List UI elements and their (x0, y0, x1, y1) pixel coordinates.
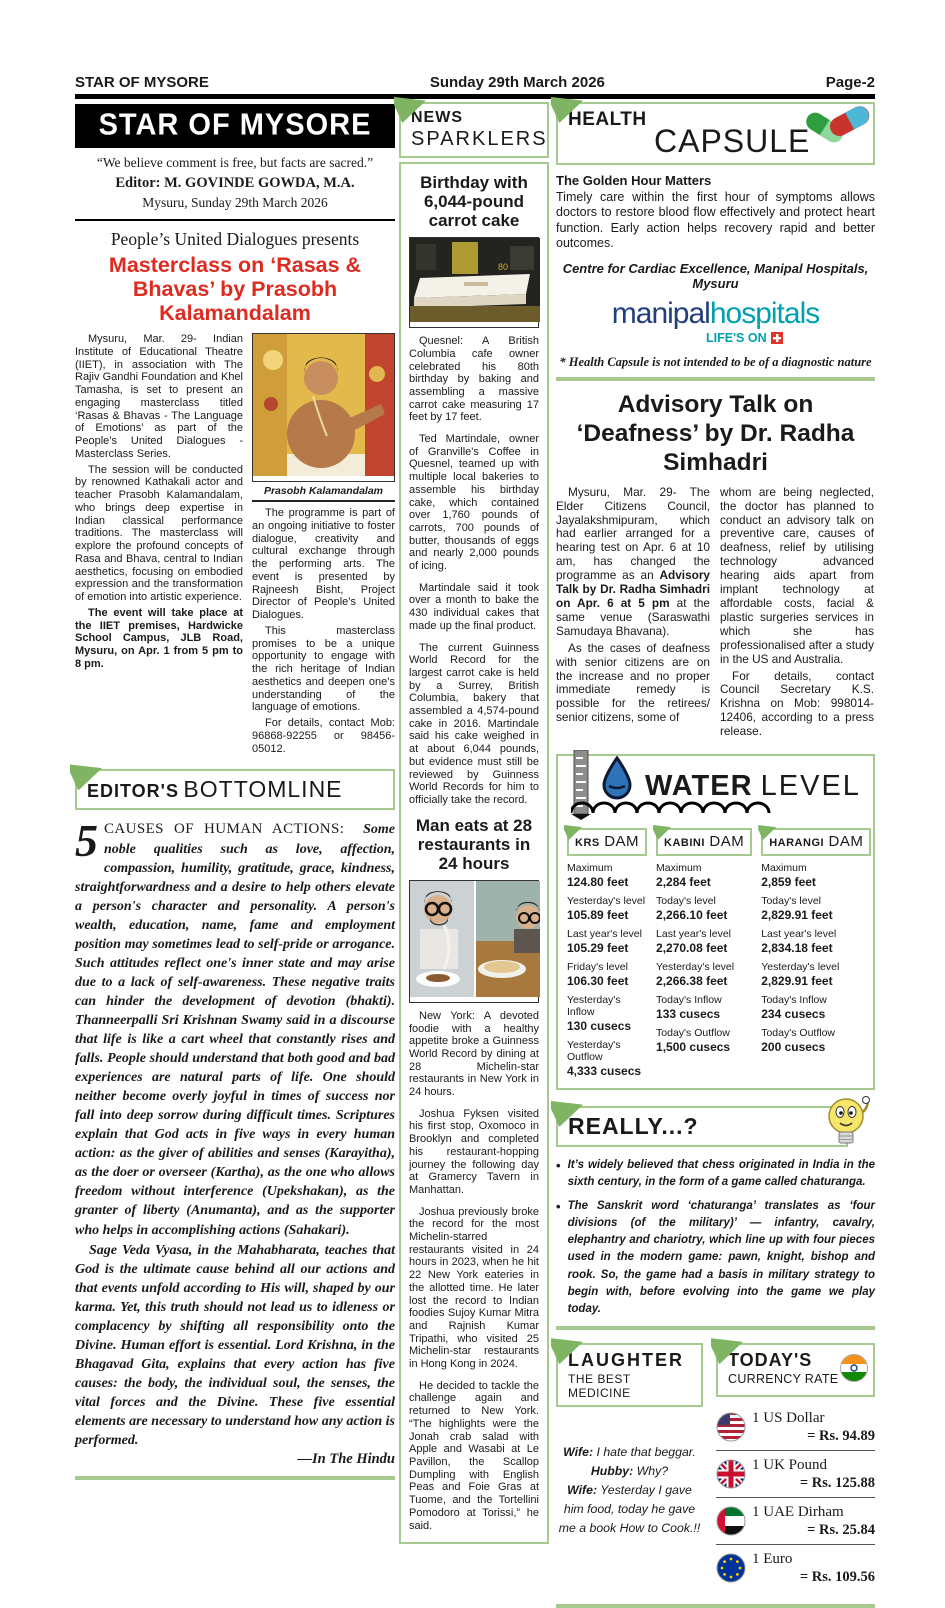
dam-stat-label: Last year's level (656, 928, 731, 941)
manipal-hospitals-logo (556, 299, 875, 329)
joke-speaker: Wife: (563, 1445, 594, 1460)
currency-header (716, 1343, 875, 1397)
bullet-dot: • (556, 1198, 561, 1214)
page-top-header (75, 74, 875, 91)
currency-value: = Rs. 25.84 (807, 1522, 875, 1539)
bottomline-attribution: —In The Hindu (297, 1450, 395, 1467)
middle-column (399, 102, 549, 1544)
paragraph: For details, contact Council Secretary K.S. Krishna on Mob: 998014-12406, according to a press release. (720, 668, 874, 739)
golden-hour-body: Timely care within the first hour of symptoms allows doctors to restore blood flow effectively and protect heart function. Early action helps recovery rapid and better outcomes. (556, 190, 875, 250)
golden-hour-title: The Golden Hour Matters (556, 173, 712, 188)
paragraph: Joshua previously broke the record for the most Michelin-starred restaurants visited in 24 hours in 2023, when he hit 22 New York eateries in the allotted time. He later lost the record to Indian foodies Sujoy Kumar Mitra and Rajnish Kumar Tripathi, who visited 25 Michelin-star restaurants in Hong Kong in 2024. (409, 1205, 539, 1371)
paragraph: New York: A devoted foodie with a healthy appetite broke a Guinness World Record by dining at 28 Michelin-star restaurants in New York in 24 hours. (409, 1009, 539, 1099)
foodie-headline: Man eats at 28 restaurants in 24 hours (415, 815, 533, 873)
really-header (556, 1106, 848, 1147)
dam-kabini (656, 828, 752, 1078)
joke-line (556, 1481, 703, 1538)
bottom-row (556, 1343, 875, 1594)
dam-stat-label: Today's level (761, 895, 822, 908)
dam-stat-label: Today's Inflow (656, 994, 722, 1007)
dam-stat-value: 200 cusecs (761, 1040, 826, 1055)
dam-stat-label: Yesterday's Outflow (567, 1039, 621, 1064)
water-title-light: LEVEL (760, 770, 861, 803)
dam-stat-label: Yesterday's Inflow (567, 994, 621, 1019)
issue-date: Sunday 29th March 2026 (429, 74, 605, 91)
logo-manipal: manipal (611, 297, 710, 330)
currency-name: 1 UK Pound (752, 1457, 828, 1474)
dam-name-bold: KABINI (664, 837, 705, 850)
joke-speaker: Wife: (567, 1483, 598, 1498)
currency-section (716, 1343, 875, 1594)
tagline-text: LIFE'S ON (706, 331, 767, 345)
dam-stat-label: Yesterday's level (567, 895, 646, 908)
masterclass-body (75, 333, 395, 758)
dam-header (761, 828, 871, 856)
dam-header (567, 828, 647, 856)
currency-name: 1 US Dollar (752, 1410, 825, 1427)
joke-line-text: Why? (633, 1464, 669, 1479)
paragraph: This masterclass promises to be a unique opportunity to engage with the rich heritage of Indian aesthetics and deepen one’s understanding of the language of emotions. (252, 624, 395, 714)
bullet-text: It’s widely believed that chess originated in India in the sixth century, in the form of a game called chaturanga. (567, 1159, 875, 1189)
paragraph: The current Guinness World Record for the largest carrot cake is held by a Surrey, British Columbia, bakery that assembled a 4,574-pound cake in 2016. Martindale said his cake weighed in at about 6,044 pounds, but evidence must still be reviewed by Guinness World Records for him to officially take the record. (409, 641, 539, 806)
bottomline-lead: CAUSES OF HUMAN ACTIONS: (104, 821, 345, 838)
dam-stat-value: 2,834.18 feet (761, 941, 833, 956)
section-divider (556, 1326, 875, 1330)
dam-stat-label: Maximum (656, 862, 702, 875)
advisory-col1 (556, 486, 710, 742)
currency-value: = Rs. 109.56 (799, 1569, 875, 1586)
currency-title-light: CURRENCY RATE (728, 1372, 839, 1387)
dam-name-light: DAM (604, 833, 640, 851)
really-bullets (556, 1157, 875, 1318)
text-segment: Mysuru, Mar. 29- The Elder Citizens Council, Jayalakshmipuram, which had earlier arranged for a hearing test on Apr. 6 at 10 am, has changed the programme as an (556, 484, 710, 583)
bottomline-paragraph-1 (75, 815, 395, 1239)
left-column-footer-rule (75, 1476, 395, 1480)
paragraph: Quesnel: A British Columbia cafe owner celebrated his 80th birthday by baking and assembling a massive carrot cake measuring 17 feet by 17 feet. (409, 335, 539, 424)
logo-hospitals: hospitals (709, 297, 820, 330)
paragraph: Martindale said it took over a month to bake the 430 individual cakes that made up the final product. (409, 581, 539, 632)
health-title-bold: HEALTH (568, 109, 647, 130)
paragraph (556, 486, 710, 639)
dam-stat-label: Last year's level (567, 928, 642, 941)
paragraph: Ted Martindale, owner of Granville's Coffee in Quesnel, teamed up with multiple local bakeries to assemble his birthday cake, which contained over 1,760 pounds of carrots, 700 pounds of butter, thousands of eggs and nearly 2,000 pounds of icing. (409, 433, 539, 573)
dam-name-light: DAM (709, 833, 745, 851)
bullet-text: The Sanskrit word ‘chaturanga’ translates as ‘four divisions (of the military)’ — infantry, cavalry, elephantry and chariotry, which line up with four pieces used in the modern game: pawn, knight, bishop and rook. So, the game had a basis in military strategy to begin with, before evolving into the game we play today. (567, 1199, 875, 1316)
right-column (556, 102, 875, 1608)
currency-list (716, 1407, 875, 1591)
lightbulb-icon (821, 1094, 873, 1161)
logo-tagline (706, 331, 875, 345)
paragraph: The programme is part of an ongoing initiative to foster dialogue, creativity and cultural exchange through the performing arts. The event is presented by Rajneesh Bisht, Project Director of People’s United Dialogues. (252, 507, 395, 622)
bullet-item (556, 1198, 875, 1319)
laughter-section (556, 1343, 703, 1594)
dam-harangi (761, 828, 871, 1078)
water-level-box (556, 754, 875, 1090)
dam-header (656, 828, 752, 856)
editors-bottomline-body (75, 815, 395, 1467)
euro-flag-icon (716, 1553, 746, 1583)
dam-stat-value: 2,829.91 feet (761, 908, 833, 923)
wave-icon (571, 799, 771, 820)
dam-krs (567, 828, 647, 1078)
carrot-cake-photo-illustration (410, 238, 540, 322)
dam-stat-label: Yesterday's level (761, 961, 840, 974)
dropcap: 5 (75, 815, 98, 867)
text-segment-bold: Advisory Talk by Dr. Radha Simhadri on Apr. 6 at 5 pm (556, 568, 710, 610)
section-divider (556, 377, 875, 381)
article-kicker: People’s United Dialogues presents (110, 229, 360, 249)
water-level-title-row (567, 762, 864, 820)
bottomline-paragraph-2: Sage Veda Vyasa, in the Mahabharata, teaches that God is the ultimate cause behind all our actions and that events unfold according to His will, shaped by our karma. Yet, this truth should not lead us to idleness or complacency by shifting all responsibility onto the Divine. Human effort is essential. Lord Krishna, in the Bhagavad Gita, explains that every action has five causes: the body, the individual soul, the senses, the vital forces and the Divine. These five essential elements are necessary to understand how any action is performed. (75, 1242, 395, 1448)
paragraph: He decided to tackle the challenge again and returned to New York. “The highlights were the Jonah crab salad with Apple and Wasabi at Le Pavillon, the Scallop Dumpling with English Peas and Foie Gras at Tuome, and the Tortellini Pomodoro at Torissi,” he said. (409, 1379, 539, 1532)
dam-stat-value: 2,266.38 feet (656, 974, 728, 989)
sparklers-title-bold: NEWS (411, 109, 463, 126)
masthead-editor: Editor: M. GOVINDE GOWDA, M.A. (115, 175, 355, 191)
foodie-photo-illustration (410, 881, 540, 997)
laughter-header (556, 1343, 703, 1407)
health-title-light: CAPSULE (654, 123, 811, 159)
header-rule (75, 94, 875, 99)
bullet-dot: • (556, 1158, 561, 1174)
dam-stat-value: 106.30 feet (567, 974, 629, 989)
dam-name-bold: KRS (575, 837, 600, 850)
dam-stat-value: 2,266.10 feet (656, 908, 728, 923)
dam-stat-value: 2,829.91 feet (761, 974, 833, 989)
health-disclaimer: * Health Capsule is not intended to be of a diagnostic nature (559, 355, 872, 369)
bottomline-title-bold: EDITOR'S (87, 781, 179, 802)
currency-name: 1 Euro (752, 1551, 793, 1568)
dam-stat-value: 105.29 feet (567, 941, 629, 956)
dams-row (567, 828, 864, 1078)
advisory-headline: Advisory Talk on ‘Deafness’ by Dr. Radha Simhadri (576, 391, 855, 476)
dam-stat-label: Today's Inflow (761, 994, 827, 1007)
masterclass-col2 (252, 333, 395, 758)
uk-flag-icon (716, 1459, 746, 1489)
prasobh-photo (252, 333, 395, 482)
dam-name-light: DAM (828, 833, 864, 851)
masthead-motto: “We believe comment is free, but facts are sacred.” (96, 155, 374, 170)
joke-line (556, 1443, 703, 1462)
prasobh-photo-illustration (253, 334, 394, 476)
currency-row (716, 1501, 875, 1545)
currency-row (716, 1454, 875, 1498)
joke-line-text: I hate that beggar. (593, 1445, 696, 1460)
bullet-item (556, 1157, 875, 1192)
uae-flag-icon (716, 1506, 746, 1536)
dam-stat-label: Today's level (656, 895, 716, 908)
dam-stat-label: Today's Outflow (761, 1027, 836, 1040)
masthead-dateline: Mysuru, Sunday 29th March 2026 (142, 195, 328, 210)
paper-name: STAR OF MYSORE (75, 74, 209, 91)
joke-speaker: Hubby: (590, 1464, 634, 1479)
masterclass-headline: Masterclass on ‘Rasas & Bhavas’ by Prasobh Kalamandalam (108, 253, 362, 326)
paragraph: As the cases of deafness with senior citizens are on the increase and no proper immediate remedy is possible for the retirees/ senior citizens, some of (556, 640, 710, 725)
really-section (556, 1106, 875, 1330)
dam-stat-value: 4,333 cusecs (567, 1064, 642, 1079)
news-sparklers-header (399, 102, 549, 158)
dam-stat-value: 2,284 feet (656, 875, 711, 890)
dam-stat-value: 105.89 feet (567, 908, 629, 923)
dam-stat-label: Friday's level (567, 961, 628, 974)
health-capsule-header (556, 102, 875, 165)
paragraph: The session will be conducted by renowned Kathakali actor and teacher Prasobh Kalamandalam, who brings deep expertise in Indian classical performance traditions. The masterclass will explore the profound concepts of Rasa and Bhava, central to Indian aesthetics, focusing on embodied expression and the transformation of emotion into artistic experience. (75, 463, 243, 604)
advisory-col2 (720, 486, 874, 742)
editors-bottomline-header (75, 769, 395, 810)
joke-line (556, 1462, 703, 1481)
sparklers-title-light: SPARKLERS (411, 128, 548, 150)
us-flag-icon (716, 1412, 746, 1442)
dam-stat-label: Maximum (761, 862, 807, 875)
paragraph: whom are being neglected, the doctor has planned to conduct an advisory talk on preventive care, causes of deafness, relief by utilising technology advanced hearing aids apart from implant technology at affordable costs, facial & plastic surgeries services in which she has professionalised after a study in the US and Australia. (720, 484, 874, 666)
bottomline-title-light: BOTTOMLINE (183, 776, 343, 803)
joke-line-text: Yesterday I gave him food, today he gave me a book How to Cook.!! (558, 1483, 701, 1536)
dam-stat-value: 124.80 feet (567, 875, 629, 890)
dam-stat-value: 1,500 cusecs (656, 1040, 731, 1055)
india-flag-icon (840, 1354, 868, 1387)
text-segment: at the same venue (Saraswathi Samudaya Bhavana). (556, 595, 710, 638)
currency-row (716, 1407, 875, 1451)
paragraph: Joshua Fyksen visited his first stop, Oxomoco in Brooklyn and completed his restaurant-hopping journey the following day at Gramercy Tavern in Manhattan. (409, 1107, 539, 1196)
red-cross-icon (771, 332, 783, 344)
paragraph-event-details: The event will take place at the IIET premises, Hardwicke School Campus, JLB Road, Mysuru, on Apr. 1 from 5 pm to 8 pm. (75, 606, 243, 670)
dam-stat-label: Maximum (567, 862, 613, 875)
paragraph: Mysuru, Mar. 29- Indian Institute of Educational Theatre (IIET), in association with The Rajiv Gandhi Foundation and Khel Tamasha, is set to present an engaging masterclass titled ‘Rasas & Bhavas - The Language of Emotions’ as part of the People’s United Dialogues - Masterclass Series. (75, 333, 243, 460)
health-source: Centre for Cardiac Excellence, Manipal Hospitals, Mysuru (562, 261, 869, 291)
really-title: REALLY...? (568, 1113, 699, 1140)
water-title-bold: WATER (645, 770, 753, 803)
carrot-cake-headline: Birthday with 6,044-pound carrot cake (420, 173, 528, 231)
dam-stat-value: 133 cusecs (656, 1007, 721, 1022)
dam-stat-label: Last year's level (761, 928, 837, 941)
dam-stat-value: 2,270.08 feet (656, 941, 728, 956)
bottomline-text: Some noble qualities such as love, affection, compassion, humility, gratitude, grace, kindness, straightforwardness and a desire to help others elevate a person's character and personality. A person's wealth, education, name, fame and employment position may sometimes lead to self-pride or arrogance. Such attitudes reflect one's inner state and may arise due to a lack of self-awareness. These negative traits can hinder the development of devotion (bhakti). Thanneerpalli Sri Krishnan Swamy said in a discourse that life is like a cart wheel that constantly rises and falls. People should understand that both good and bad experiences are natural parts of life. One should neither become overly joyful in times of success nor fall into deep sorrow during difficult times. Scriptures explain that God acts in five ways in every human action: as the giver of abilities and senses (Karayitha), as the doer or overseer (Kartha), as the one who allows freedom without interference (Upekshakan), as the granter of liberty (Anumanta), and as the supporter who helps in accomplishing actions (Sahakari). (75, 822, 395, 1238)
currency-row (716, 1548, 875, 1591)
dam-name-bold: HARANGI (769, 837, 825, 850)
photo-caption: Prasobh Kalamandalam (252, 482, 395, 502)
masterclass-col1 (75, 333, 243, 758)
dam-stat-value: 130 cusecs (567, 1019, 632, 1034)
advisory-body (556, 486, 875, 742)
laughter-title-light: THE BEST MEDICINE (568, 1372, 631, 1401)
capsule-pills-icon (805, 100, 871, 157)
right-column-footer-rule (556, 1604, 875, 1608)
laughter-title-bold: LAUGHTER (568, 1350, 684, 1371)
joke-text (556, 1443, 703, 1538)
masthead-divider (75, 219, 395, 221)
masthead-title: STAR OF MYSORE (98, 108, 372, 142)
dam-stat-label: Today's Outflow (656, 1027, 730, 1040)
dam-stat-label: Yesterday's level (656, 961, 735, 974)
svg-text:80: 80 (498, 262, 509, 273)
currency-value: = Rs. 94.89 (807, 1428, 875, 1445)
carrot-cake-photo (409, 237, 539, 328)
dam-stat-value: 234 cusecs (761, 1007, 826, 1022)
left-column (75, 102, 395, 1480)
currency-value: = Rs. 125.88 (799, 1475, 875, 1492)
masthead (75, 104, 395, 148)
currency-title-bold: TODAY'S (728, 1350, 813, 1371)
paragraph: For details, contact Mob: 96868-92255 or 98456-05012. (252, 717, 395, 755)
page-number: Page-2 (825, 74, 875, 91)
foodie-photo (409, 880, 539, 1003)
dam-stat-value: 2,859 feet (761, 875, 816, 890)
currency-name: 1 UAE Dirham (752, 1504, 844, 1521)
